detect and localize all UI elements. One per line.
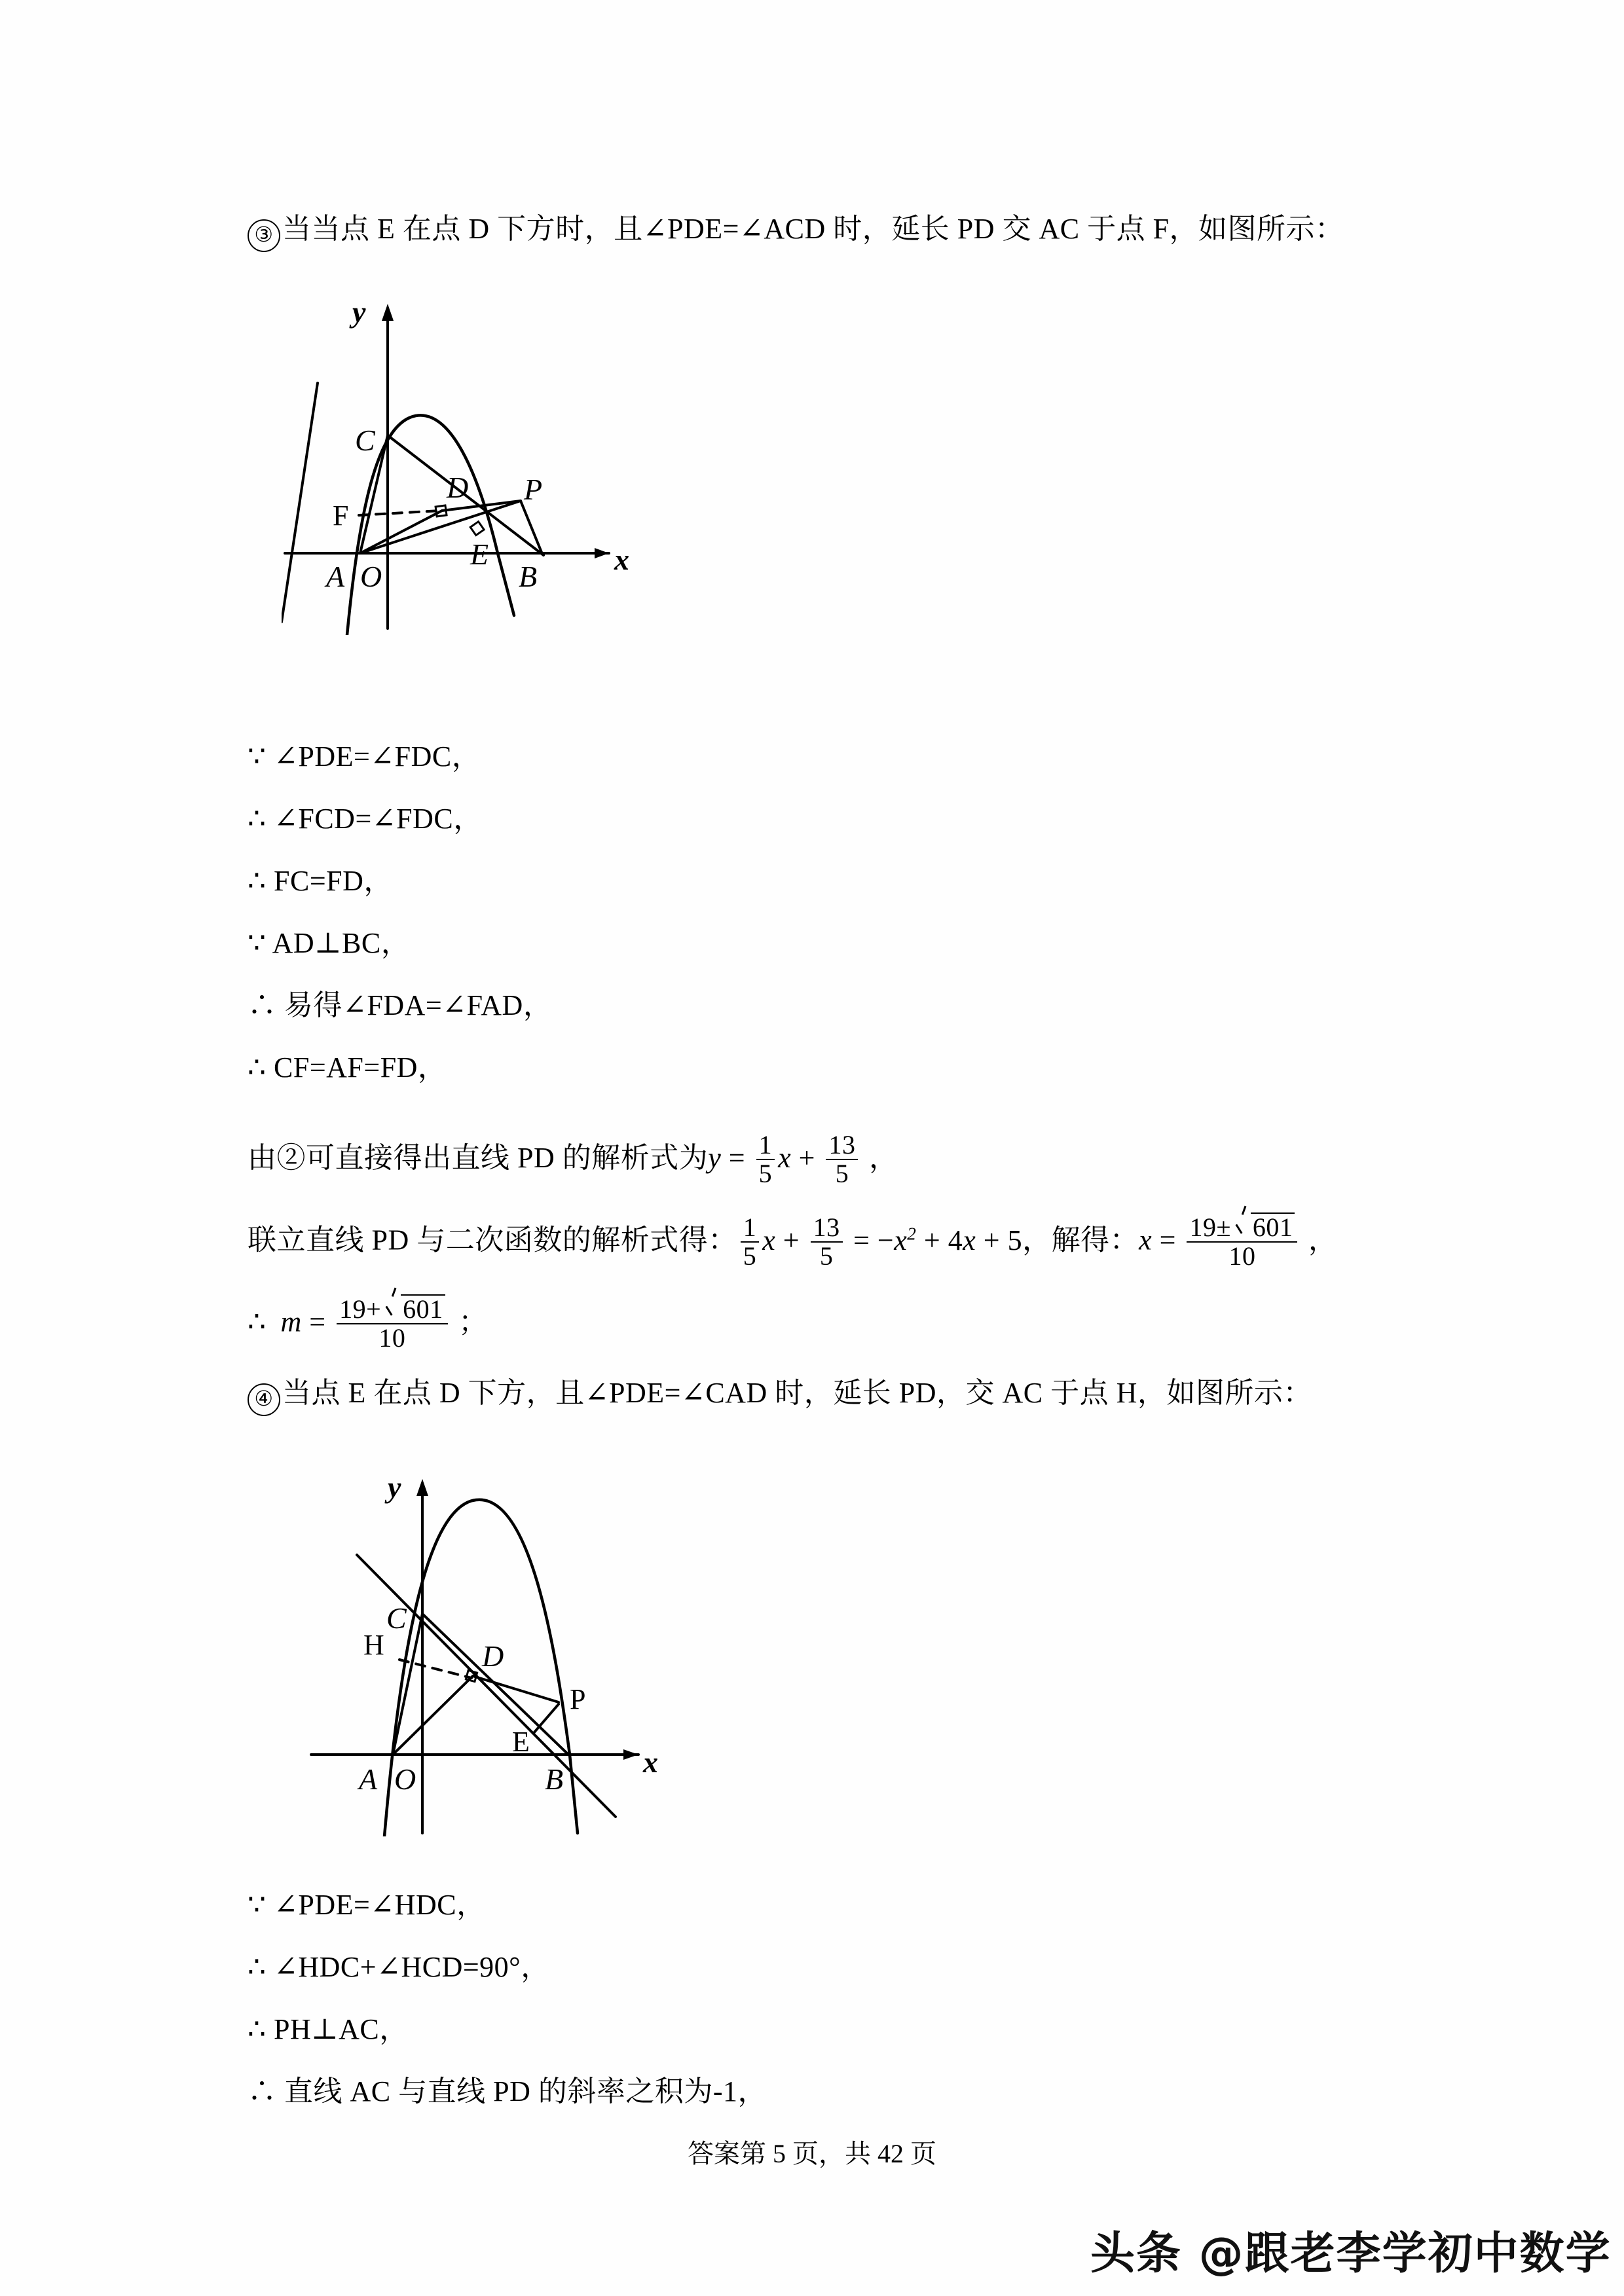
- figure2-label-A: A: [359, 1762, 378, 1796]
- figure1-label-E: E: [470, 538, 489, 571]
- x-axis-arrow: [595, 548, 609, 558]
- segment-ep: [534, 1704, 559, 1733]
- figure2-label-E: E: [512, 1726, 530, 1758]
- section4-marker: ④: [248, 1383, 280, 1416]
- fraction-intercept-2: [811, 1214, 843, 1270]
- fraction-m-den: 10: [337, 1323, 448, 1352]
- fraction-root-den: 10: [1187, 1241, 1297, 1270]
- section3-heading: [248, 215, 1344, 252]
- figure1-label-D: D: [447, 471, 469, 504]
- figure-1: [282, 282, 648, 635]
- step-line: ∴ ∠HDC+∠HCD=90°，: [248, 1951, 550, 1983]
- step-line: ∴ 易得∠FDA=∠FAD，: [248, 989, 553, 1021]
- watermark: 头条 @跟老李学初中数学: [1090, 2228, 1612, 2280]
- figure2-label-C: C: [386, 1601, 407, 1635]
- step-line: ∵ AD⊥BC，: [248, 927, 411, 959]
- figure1-label-B: B: [519, 560, 538, 593]
- figure-1-svg: [282, 282, 648, 635]
- fraction-m-num: [337, 1295, 448, 1323]
- radicand: 601: [1251, 1212, 1295, 1241]
- y-axis-arrow: [416, 1479, 428, 1496]
- equation-combined-mid: ，解得：: [1022, 1224, 1139, 1256]
- figure-2: [308, 1450, 688, 1836]
- equation-line-combined: [248, 1214, 1337, 1271]
- step-line: ∴ 直线 AC 与直线 PD 的斜率之积为-1，: [248, 2075, 767, 2107]
- fraction-intercept-num: 13: [828, 1130, 856, 1159]
- equation-pd-math: y = $\frac{1}{5}$ x + $\frac{13}{5}$ ，: [708, 1130, 898, 1188]
- figure2-label-y: y: [388, 1470, 401, 1504]
- fraction-slope-num: 1: [758, 1130, 773, 1159]
- figure2-label-x: x: [643, 1745, 658, 1779]
- root-sign: ±: [1216, 1212, 1231, 1242]
- fraction-slope-2: [741, 1214, 760, 1270]
- right-angle-mark-e: [470, 522, 484, 536]
- fraction-intercept-2-num: 13: [813, 1212, 840, 1242]
- figure1-label-F: F: [333, 500, 349, 532]
- figure2-label-H: H: [363, 1629, 384, 1661]
- m-radicand: 601: [401, 1294, 445, 1323]
- m-num-left: 19: [339, 1294, 367, 1324]
- figure2-label-O: O: [394, 1762, 416, 1796]
- step-line: ∴ FC=FD，: [248, 865, 393, 897]
- figure1-label-C: C: [355, 424, 375, 457]
- step-line: ∴ CF=AF=FD，: [248, 1051, 447, 1084]
- equation-m-prefix: ∴: [248, 1305, 267, 1338]
- y-axis-arrow: [382, 304, 394, 321]
- fraction-root-num: [1187, 1213, 1297, 1241]
- step-line: ∴ ∠FCD=∠FDC，: [248, 803, 483, 835]
- section4-heading: [248, 1379, 1312, 1416]
- equation-root-math: x = $\frac{19\pm 601}{10}$ ，: [1139, 1212, 1338, 1271]
- section3-marker: ③: [248, 219, 280, 252]
- step-line: ∴ PH⊥AC，: [248, 2013, 409, 2045]
- equation-line-m: [248, 1296, 488, 1353]
- fraction-intercept-den: 5: [826, 1159, 858, 1188]
- fraction-intercept-2-den: 5: [811, 1241, 843, 1270]
- segment-dp: [473, 1676, 559, 1702]
- figure1-label-O: O: [360, 560, 382, 593]
- equation-line-pd-prefix: 由②可直接得出直线 PD 的解析式为: [248, 1142, 709, 1175]
- figure1-label-A: A: [326, 560, 345, 593]
- fraction-slope: [756, 1131, 775, 1188]
- sqrt-icon: [1231, 1213, 1295, 1241]
- figure1-label-x: x: [614, 543, 629, 576]
- fraction-root: [1187, 1213, 1297, 1270]
- sqrt-icon: [381, 1295, 445, 1323]
- equation-combined-prefix: 联立直线 PD 与二次函数的解析式得：: [248, 1224, 737, 1256]
- fraction-slope-den: 5: [756, 1159, 775, 1188]
- segment-ac: [393, 1614, 422, 1755]
- figure1-label-P: P: [524, 473, 543, 506]
- step-line: ∵ ∠PDE=∠FDC，: [248, 740, 481, 773]
- page-footer: 答案第 5 页，共 42 页: [688, 2139, 936, 2168]
- line-ac-extended: [282, 383, 318, 622]
- segment-ad: [393, 1676, 473, 1755]
- section4-heading-text: 当点 E 在点 D 下方，且∠PDE=∠CAD 时，延长 PD，交 AC 于点 H，如图所示：: [282, 1377, 1312, 1409]
- x-axis-arrow: [623, 1749, 638, 1760]
- equation-m-math: m = $\frac{19+ 601}{10}$ ；: [280, 1294, 488, 1353]
- figure2-label-B: B: [545, 1762, 564, 1796]
- fraction-slope-2-num: 1: [743, 1212, 757, 1242]
- figure-2-svg: [308, 1450, 688, 1836]
- segment-cb: [422, 1614, 568, 1755]
- equation-line-pd: [248, 1130, 898, 1189]
- fraction-m: [337, 1295, 448, 1352]
- figure1-label-y: y: [352, 295, 366, 329]
- figure2-label-P: P: [570, 1683, 586, 1715]
- step-line: ∵ ∠PDE=∠HDC，: [248, 1889, 486, 1921]
- fraction-intercept: [826, 1131, 858, 1188]
- fraction-slope-2-den: 5: [741, 1241, 760, 1270]
- segment-ad: [360, 511, 442, 553]
- equation-combined-math: $\frac{1}{5}$ x + $\frac{13}{5}$ = $-x^2 + 4x + 5$: [737, 1215, 1022, 1271]
- m-sign: +: [366, 1294, 382, 1324]
- root-num-left: 19: [1189, 1212, 1217, 1242]
- section3-heading-text: 当当点 E 在点 D 下方时，且∠PDE=∠ACD 时，延长 PD 交 AC 于点 F，如图所示：: [282, 213, 1344, 245]
- figure2-label-D: D: [482, 1639, 504, 1673]
